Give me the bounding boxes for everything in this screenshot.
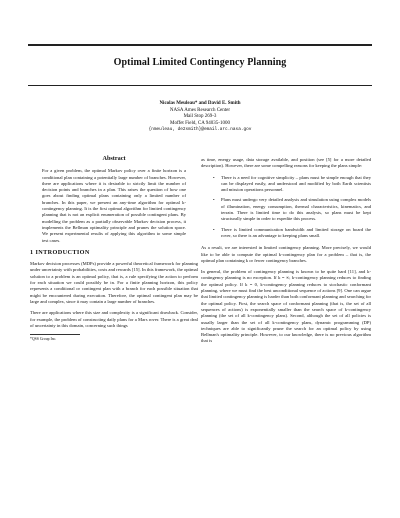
author-names: Nicolas Meuleau* and David E. Smith (159, 101, 241, 106)
abstract-heading: Abstract (102, 155, 126, 162)
right-column (201, 157, 371, 350)
bullet-list (201, 175, 371, 240)
body-paragraph: Markov decision processes (MDPs) provide a powerful theoretical framework for planning under uncertainty with probabilities, costs and rewards [15]. In this framework, the optimal solution to a problem is an optimal policy, that is, a rule specifying the action to perform for each situation we could possibly be in. For a finite planning horizon, this policy represents a conditional or contingent plan with a branch for each possible situation that might be encountered during execution. Therefore, the optimal contingent plan may be large and complex, since it may contain a large number of branches. (30, 261, 198, 304)
body-paragraph: As a result, we are interested in limited contingency planning. More precisely, we would like to be able to compute the optimal k-contingency plan for a problem – that is, the optimal plan containing k or fewer contingency branches. (201, 245, 371, 263)
body-paragraph: In general, the problem of contingency planning is known to be quite hard [11], and k-contingency planning is no exception. If k = ∞, k-contingency planning reduces to finding the optimal policy. If k = 0, k-contingency planning reduces to stochastic conformant planning, where we must find the best unconditional sequence of actions [9]. One can argue that limited contingency planning is harder than both conformant planning and searching for the optimal policy. First, the search space of conformant planning (that is, the set of all sequences of actions) is exponentially smaller than the search space of k-contingency planning (the set of all k-contingency plans). Second, although the set of all policies is usually larger than the set of all k-contingency plans, dynamic programming (DP) techniques are able to significantly prune the search for an optimal policy by using Bellman's optimality principle. However, to our knowledge, there is no previous algorithm that is (201, 269, 371, 344)
bullet-icon: • (213, 174, 215, 180)
bullet-icon: • (213, 226, 215, 232)
footnote-rule (30, 334, 80, 335)
affiliation-line: Moffet Field, CA 94035-1000 (170, 120, 230, 126)
title-bottom-rule (28, 85, 372, 86)
author-block (0, 101, 400, 134)
affiliation-line: Mail Stop 269-3 (183, 114, 217, 120)
list-item (213, 197, 371, 222)
list-item-text: There is limited communication bandwidth and limited storage on board the rover, so there is an advantage to keeping plans small. (221, 226, 371, 238)
body-paragraph: There are applications where this size and complexity is a significant drawback. Consider, for example, the problem of constructing daily plans for a Mars rover. There is a great deal of uncertainty in this domain, concerning such things (30, 310, 198, 328)
list-item (213, 227, 371, 240)
affiliation-line: NASA Ames Research Center (169, 107, 231, 113)
footnote: *QSS Group Inc. (30, 336, 57, 341)
list-item (213, 175, 371, 194)
body-paragraph: as time, energy usage, data storage available, and position (see [5] for a more detailed description). However, there are some compelling reasons for keeping the plans simple: (201, 157, 371, 169)
author-email: {nmeuleau, de2smith}@email.arc.nasa.gov (148, 127, 252, 133)
list-item-text: There is a need for cognitive simplicity – plans must be simple enough that they can be displayed easily, and understood and modified by both Earth scientists and mission operations personnel. (221, 174, 371, 193)
paper-title: Optimal Limited Contingency Planning (113, 57, 287, 68)
title-top-rule (28, 44, 372, 46)
left-column (30, 156, 198, 342)
bullet-icon: • (213, 197, 215, 203)
list-item-text: Plans must undergo very detailed analysis and simulation using complex models of illumination, energy consumption, thermal characteristics, kinematics, and terrain. There is limited time to do this analysis, so plans must be kept structurally simple in order to expedite this process. (221, 197, 371, 222)
abstract-text: For a given problem, the optimal Markov policy over a finite horizon is a conditional plan containing a potentially large number of branches. However, there are applications where it is desirable to strictly limit the number of decision points and branches in a plan. This raises the question of how one goes about finding optimal plans containing only a limited number of branches. In this paper, we present an any-time algorithm for optimal k-contingency planning. It is the first optimal algorithm for limited contingency planning that is not an explicit enumeration of possible contingent plans. By modelling the problem as a partially observable Markov decision process, it implements the Bellman optimality principle and prunes the solution space. We present experimental results of applying this algorithm to some simple test cases. (42, 168, 186, 243)
section-heading: 1 INTRODUCTION (30, 248, 90, 256)
